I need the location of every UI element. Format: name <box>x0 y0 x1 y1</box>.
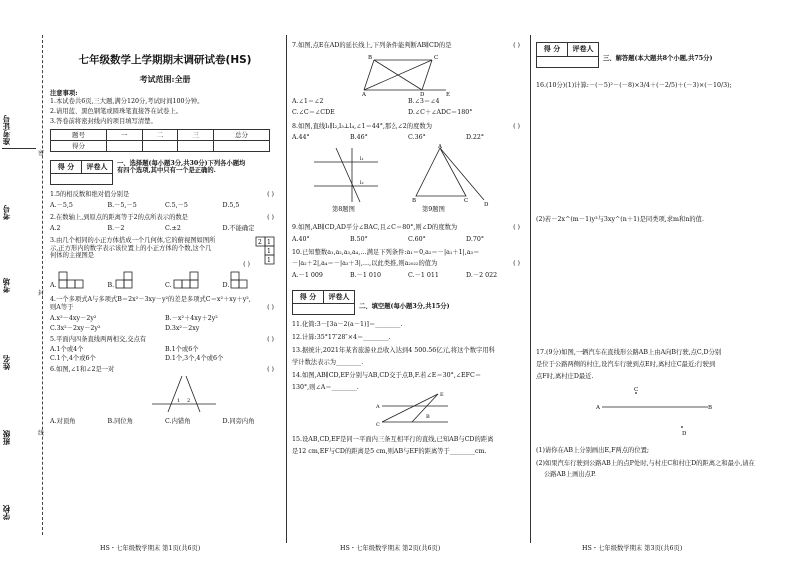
question-6 <box>50 366 280 428</box>
page-1 <box>50 38 280 428</box>
score-header: 总分 <box>214 129 270 140</box>
question-7 <box>292 42 524 117</box>
option[interactable]: B. <box>107 282 115 290</box>
section3-heading: 三、解答题(本大题共8个小题,共75分) <box>603 54 713 62</box>
option[interactable]: B.1个或6个 <box>165 345 199 353</box>
question-15 <box>292 436 524 457</box>
answer-paren[interactable]: ( ) <box>243 260 250 268</box>
front-view-d-figure <box>229 270 259 290</box>
option[interactable]: A.44° <box>292 134 310 142</box>
notes-heading: 注意事项: <box>50 90 78 98</box>
question-5 <box>50 336 280 364</box>
option[interactable]: C.∠C＝∠CDE <box>292 108 335 116</box>
question-stem: 则A等于 <box>50 304 74 312</box>
question-2 <box>50 214 280 233</box>
q6-figure <box>150 372 220 414</box>
svg-text:A: A <box>362 91 366 96</box>
grader-score-label: 得 分 <box>51 161 82 174</box>
score-header: 题号 <box>51 129 107 140</box>
footer-page-2: HS・七年级数学期末 第2页(共6页) <box>340 545 441 552</box>
grader-reviewer-label: 评卷人 <box>572 44 594 53</box>
option[interactable]: A.－5,5 <box>50 202 73 210</box>
column-divider <box>286 35 287 543</box>
score-header: 一 <box>106 129 142 140</box>
svg-text:C: C <box>434 54 439 61</box>
option[interactable]: C.5,－5 <box>165 202 188 210</box>
q8-figure <box>312 146 382 204</box>
side-label-candidate-number: 考号 <box>2 205 11 220</box>
q8-caption: 第8题图 <box>332 206 355 214</box>
seal-mark: 封 <box>38 290 45 297</box>
svg-text:A: A <box>596 405 600 412</box>
question-stem: 是12 cm,EF与CD的距离是5 cm,则AB与EF的距离等于________cm. <box>292 448 487 456</box>
grid-value: 1 <box>267 247 271 255</box>
score-header: 三 <box>178 129 214 140</box>
question-stem: 4.一个多项式A与多项式B＝2x²－3xy－y²的差是多项式C＝x²＋xy＋y², <box>50 296 251 304</box>
option[interactable]: B.－x²＋4xy＋2y² <box>165 315 218 323</box>
option[interactable]: D.3x²－2xy <box>165 324 200 332</box>
question-stem: －|a₂＋2|,a₄＝－|a₃＋3|,…,以此类推,则a₂₀₂₂的值为 <box>292 259 438 267</box>
option[interactable]: B.∠3＝∠4 <box>408 97 440 105</box>
side-label-name: 姓名 <box>2 355 11 370</box>
option[interactable]: C.±2 <box>165 224 181 232</box>
question-14 <box>292 372 524 392</box>
grader-score-label: 得 分 <box>537 43 568 56</box>
note-item: 1.本试卷共6页,三大题,满分120分,考试时间100分钟。 <box>50 97 204 105</box>
option[interactable]: C. <box>165 282 172 290</box>
svg-text:E: E <box>440 391 444 398</box>
seal-mark: 密 <box>38 150 45 157</box>
grid-value: 1 <box>267 256 271 264</box>
score-header: 二 <box>142 129 178 140</box>
question-stem: 是位于公路两侧的村庄,设汽车行驶到点E时,离村庄C最近;行驶到 <box>536 361 716 369</box>
side-label-exam-number: 准考证号 <box>2 115 11 145</box>
answer-paren[interactable]: ( ) <box>267 191 274 199</box>
question-10 <box>292 249 524 280</box>
svg-text:D: D <box>420 91 425 96</box>
front-view-a-figure <box>57 270 87 290</box>
option[interactable]: C.36° <box>408 134 426 142</box>
question-stem: 8.如图,直线l₁∥l₂,l₃⊥l₄,∠1＝44°,那么∠2的度数为 <box>292 122 432 130</box>
question-stem: 10.已知整数a₁,a₂,a₃,a₄,…满足下列条件:a₁＝0,a₂＝－|a₁＋1|,a₃＝ <box>292 249 480 257</box>
option[interactable]: A.∠1＝∠2 <box>292 97 324 105</box>
question-stem: 3.由几个相同的小正方体搭成一个几何体,它的俯视图如图所 <box>50 236 216 244</box>
question-stem: 何体的主视图是 <box>50 252 95 260</box>
svg-text:A: A <box>376 403 380 410</box>
q14-figure <box>376 392 456 428</box>
option[interactable]: A.2 <box>50 224 61 232</box>
question-16-part-1: 16.(10分)(1)计算:－(－5)²－(－8)×3/4＋(－2/5)＋(－3)×(－10/3); <box>536 81 732 89</box>
option[interactable]: D.同旁内角 <box>222 418 255 426</box>
option[interactable]: C.3x²－2xy－2y² <box>50 324 101 332</box>
question-17-part-2b: 公路AB上画出点P. <box>544 470 596 478</box>
q7-figure <box>362 52 458 96</box>
question-stem: 17.(9分)如图,一辆汽车在直线形公路AB上由A向B行驶,点C,D分别 <box>536 349 722 357</box>
svg-text:2: 2 <box>187 398 191 405</box>
answer-paren[interactable]: ( ) <box>513 42 520 49</box>
seal-line <box>42 35 43 535</box>
grid-value: 1 <box>267 238 271 246</box>
question-stem: 示,正方形内的数字表示该位置上的小正方体的个数,这个几 <box>50 244 212 252</box>
grader-box <box>536 42 599 68</box>
question-17-part-2: (2)如果汽车行驶到公路AB上的点P处时,与村庄C和村庄D的距离之和最小,请在 <box>536 459 755 467</box>
answer-paren[interactable]: ( ) <box>267 304 274 312</box>
svg-text:C: C <box>464 198 469 205</box>
exam-scope: 考试范围:全册 <box>139 74 191 85</box>
q17-figure <box>596 385 716 441</box>
question-3 <box>50 237 280 291</box>
answer-paren[interactable]: ( ) <box>267 214 274 222</box>
svg-text:B: B <box>708 405 713 412</box>
answer-paren[interactable]: ( ) <box>513 224 520 232</box>
question-8 <box>292 123 524 143</box>
answer-paren[interactable]: ( ) <box>267 335 274 343</box>
question-9 <box>292 224 524 244</box>
q9-figure <box>412 144 492 206</box>
page-2 <box>292 42 524 456</box>
grader-reviewer-label: 评卷人 <box>86 161 108 171</box>
answer-paren[interactable]: ( ) <box>267 366 274 374</box>
section1-heading: 一、选择题(每小题3分,共30分)下列各小题均 <box>117 159 246 167</box>
option[interactable]: B.－5,－5 <box>107 202 137 210</box>
option[interactable]: D.∠C＋∠ADC＝180° <box>408 108 473 116</box>
option[interactable]: B.－2 <box>107 224 125 232</box>
option[interactable]: D.不能确定 <box>222 224 255 232</box>
option[interactable]: A.x²－4xy－2y² <box>50 315 97 323</box>
figures-8-9 <box>292 144 524 216</box>
note-item: 3.答卷前将密封线内的项目填写清楚。 <box>50 117 157 125</box>
svg-text:B: B <box>368 54 373 61</box>
side-divider <box>2 148 36 149</box>
question-13 <box>292 347 524 367</box>
question-stem: 9.如图,AB∥CD,AD平分∠BAC,且∠C＝80°,则∠D的度数为 <box>292 224 458 232</box>
score-cell[interactable] <box>106 140 142 151</box>
question-stem: 13.据统计,2021年某省旅游业总收入达到4 500.56亿元,将这个数字用科 <box>292 347 495 355</box>
option[interactable]: B.同位角 <box>107 418 134 426</box>
score-row-label: 得分 <box>51 140 107 151</box>
question-stem: 学计数法表示为________. <box>292 358 364 366</box>
option[interactable]: D.22° <box>466 134 484 142</box>
question-stem: 7.如图,点E在AD的延长线上,下列条件能判断AB∥CD的是 <box>292 42 452 49</box>
score-cell[interactable] <box>142 140 178 151</box>
question-stem: 15.设AB,CD,EF是同一平面内三条互相平行的直线,已知AB与CD的距离 <box>292 435 494 443</box>
exam-title: 七年级数学上学期期末调研试卷(HS) <box>78 54 252 66</box>
svg-text:1: 1 <box>177 398 181 405</box>
footer-page-1: HS・七年级数学期末 第1页(共6页) <box>100 545 201 552</box>
option[interactable]: D.1个,3个,4个或6个 <box>165 355 224 363</box>
q9-caption: 第9题图 <box>422 206 445 214</box>
score-table <box>50 129 270 152</box>
option[interactable]: C.1个,4个或6个 <box>50 355 96 363</box>
svg-text:l₂: l₂ <box>360 180 364 187</box>
svg-text:C: C <box>634 387 639 394</box>
option[interactable]: A.40° <box>292 236 310 244</box>
option[interactable]: D. <box>222 282 230 290</box>
svg-text:l₁: l₁ <box>360 156 364 163</box>
question-4 <box>50 296 280 332</box>
section2-heading: 二、填空题(每小题3分,共15分) <box>359 302 450 310</box>
score-cell[interactable] <box>214 140 270 151</box>
svg-text:D: D <box>682 431 687 438</box>
question-12: 12.计算:35°17′28″×4＝________. <box>292 334 391 342</box>
question-stem: 点F时,离村庄D最近. <box>536 373 594 381</box>
question-1 <box>50 191 280 210</box>
answer-paren[interactable]: ( ) <box>513 122 520 130</box>
svg-text:B: B <box>426 413 430 420</box>
option[interactable]: D.5,5 <box>222 202 240 210</box>
column-divider <box>530 35 531 543</box>
svg-text:D: D <box>484 202 489 207</box>
footer-page-3: HS・七年级数学期末 第3页(共6页) <box>582 545 683 552</box>
option[interactable]: A.－1 009 <box>292 271 323 279</box>
answer-paren[interactable]: ( ) <box>513 260 520 268</box>
question-11: 11.化简:3－[3a－2(a－1)]＝________. <box>292 321 403 329</box>
question-17 <box>536 349 786 381</box>
svg-text:C: C <box>376 421 380 428</box>
option[interactable]: A.对顶角 <box>50 418 76 426</box>
grader-score-label: 得 分 <box>293 291 324 304</box>
question-17-part-1: (1)请你在AB上分别画出E,F两点的位置; <box>536 447 650 455</box>
option[interactable]: A.1个或4个 <box>50 345 84 353</box>
option[interactable]: D.－2 022 <box>466 271 498 279</box>
seal-mark: 线 <box>38 430 45 437</box>
top-view-grid <box>254 235 278 269</box>
page-3 <box>536 42 786 479</box>
note-item: 2.请用蓝、黑色钢笔或圆珠笔直接答在试卷上。 <box>50 107 182 115</box>
svg-text:E: E <box>446 91 451 96</box>
front-view-b-figure <box>114 270 144 290</box>
option[interactable]: C.－1 011 <box>408 271 439 279</box>
side-label-class: 班级 <box>2 430 11 445</box>
side-label-school: 学校 <box>2 505 11 520</box>
question-stem: 2.在数轴上,到原点的距离等于2的点所表示的数是 <box>50 214 188 222</box>
svg-text:A: A <box>438 144 442 151</box>
grader-reviewer-label: 评卷人 <box>328 291 350 301</box>
option[interactable]: B.46° <box>350 134 368 142</box>
option[interactable]: B.50° <box>350 236 368 244</box>
front-view-c-figure <box>172 270 202 290</box>
score-cell[interactable] <box>178 140 214 151</box>
question-stem: 14.如图,AB∥CD,EF分别与AB,CD交于点B,F.若∠E＝30°,∠EFC＝ <box>292 371 482 379</box>
question-stem: 1.5的相反数和绝对值分别是 <box>50 191 130 199</box>
question-stem: 130°,则∠A＝________. <box>292 383 359 391</box>
section1-heading-2: 有四个选项,其中只有一个是正确的. <box>117 167 216 175</box>
side-label-exam-room: 考场 <box>2 278 11 293</box>
question-16-part-2: (2)若－2x^(m－1)y³与3xy^(n＋1)是同类项,求m和n的值. <box>536 215 704 223</box>
option[interactable]: A. <box>50 282 57 290</box>
option[interactable]: C.60° <box>408 236 426 244</box>
svg-text:B: B <box>412 198 417 205</box>
grader-box <box>50 160 113 186</box>
option[interactable]: B.－1 010 <box>350 271 381 279</box>
question-stem: 5.平面内四条直线两两相交,交点有 <box>50 335 147 343</box>
grid-value: 2 <box>258 238 262 246</box>
question-stem: 6.如图,∠1和∠2是一对 <box>50 366 115 374</box>
q3-options <box>50 268 280 290</box>
grader-box <box>292 290 355 316</box>
option[interactable]: C.内错角 <box>165 418 191 426</box>
option[interactable]: D.70° <box>466 236 484 244</box>
